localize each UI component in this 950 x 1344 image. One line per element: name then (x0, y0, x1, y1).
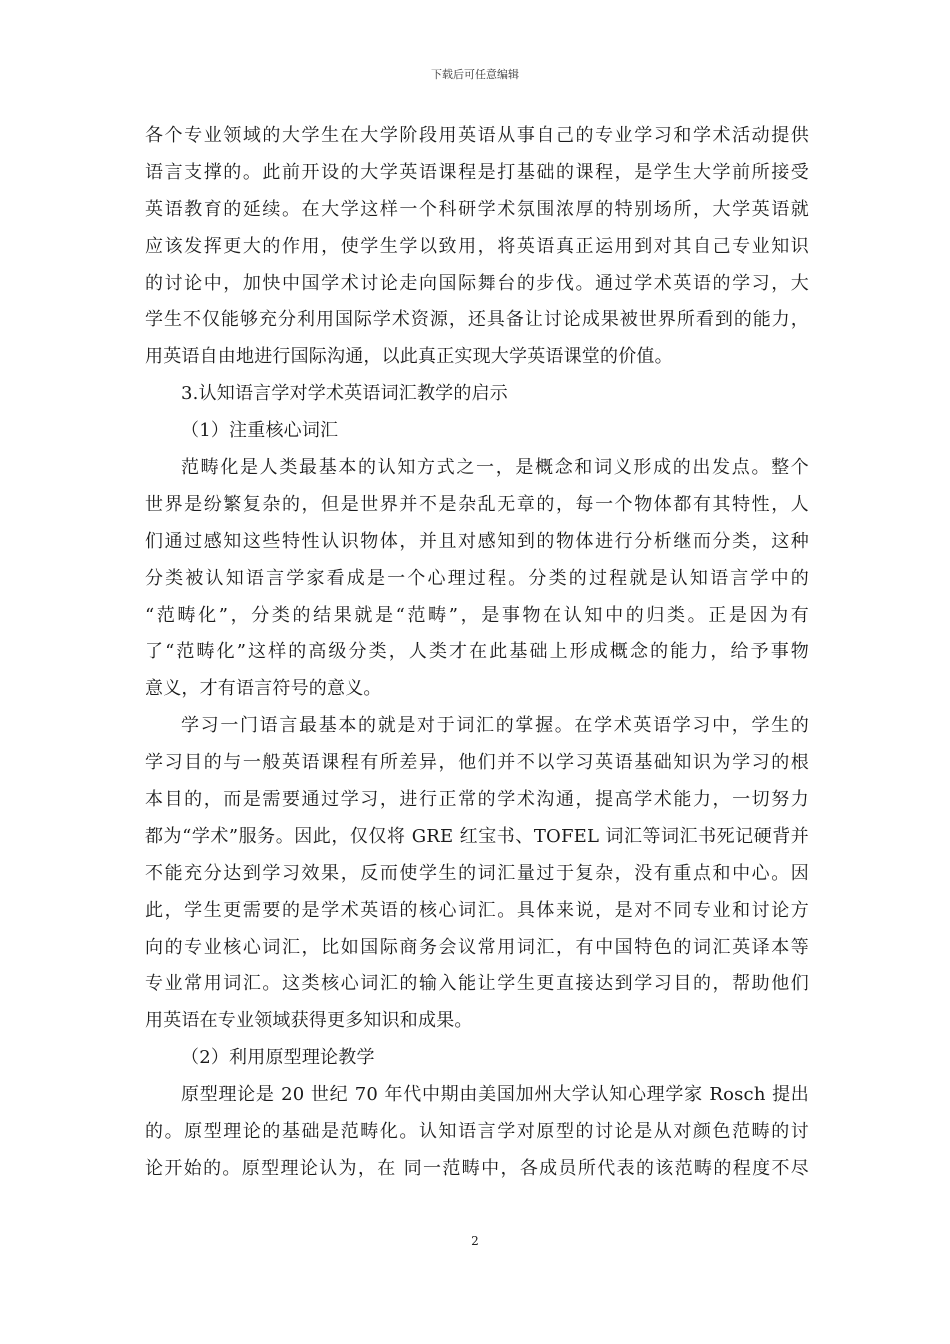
paragraph-line: 的。原型理论的基础是范畴化。认知语言学对原型的讨论是从对颜色范畴的讨 (145, 1121, 809, 1143)
document-body (145, 126, 809, 1196)
paragraph-line: 都为“学术”服务。因此，仅仅将 GRE 红宝书、TOFEL 词汇等词汇书死记硬背并 (145, 825, 809, 847)
paragraph-line: 原型理论是 20 世纪 70 年代中期由美国加州大学认知心理学家 Rosch 提出 (181, 1084, 809, 1106)
paragraph-line: 论开始的。原型理论认为，在 同一范畴中，各成员所代表的该范畴的程度不尽 (145, 1157, 809, 1179)
paragraph-line: 分类被认知语言学家看成是一个心理过程。分类的过程就是认知语言学中的 (145, 567, 809, 589)
paragraph-line: 用英语自由地进行国际沟通，以此真正实现大学英语课堂的价值。 (145, 346, 673, 368)
paragraph-line: 学生不仅能够充分利用国际学术资源，还具备让讨论成果被世界所看到的能力， (145, 309, 809, 331)
paragraph-line: 学习一门语言最基本的就是对于词汇的掌握。在学术英语学习中，学生的 (181, 715, 809, 737)
paragraph-line: 向的专业核心词汇，比如国际商务会议常用词汇，有中国特色的词汇英译本等 (145, 936, 809, 958)
paragraph-line: 学习目的与一般英语课程有所差异，他们并不以学习英语基础知识为学习的根 (145, 752, 809, 774)
page-header: 下载后可任意编辑 (431, 68, 519, 81)
paragraph-line: 世界是纷繁复杂的，但是世界并不是杂乱无章的，每一个物体都有其特性，人 (145, 493, 809, 515)
paragraph-line: 不能充分达到学习效果，反而使学生的词汇量过于复杂，没有重点和中心。因 (145, 862, 809, 884)
paragraph-line: 的讨论中，加快中国学术讨论走向国际舞台的步伐。通过学术英语的学习，大 (145, 272, 809, 294)
paragraph-line: 各个专业领域的大学生在大学阶段用英语从事自己的专业学习和学术活动提供 (145, 125, 809, 146)
paragraph-line: 范畴化是人类最基本的认知方式之一，是概念和词义形成的出发点。整个 (181, 457, 809, 479)
paragraph-line: 此，学生更需要的是学术英语的核心词汇。具体来说，是对不同专业和讨论方 (145, 899, 809, 921)
subsection-heading: （1）注重核心词汇 (181, 420, 339, 442)
section-heading: 3.认知语言学对学术英语词汇教学的启示 (181, 383, 508, 405)
paragraph-line: 们通过感知这些特性认识物体，并且对感知到的物体进行分析继而分类，这种 (145, 530, 809, 552)
subsection-heading: （2）利用原型理论教学 (181, 1047, 375, 1069)
paragraph-line: 语言支撑的。此前开设的大学英语课程是打基础的课程，是学生大学前所接受 (145, 161, 809, 183)
paragraph-line: 本目的，而是需要通过学习，进行正常的学术沟通，提高学术能力，一切努力 (145, 789, 809, 811)
paragraph-line: 用英语在专业领域获得更多知识和成果。 (145, 1010, 473, 1032)
paragraph-line: 了“范畴化”这样的高级分类，人类才在此基础上形成概念的能力，给予事物 (145, 641, 809, 663)
page-number: 2 (471, 1234, 479, 1248)
paragraph-line: 专业常用词汇。这类核心词汇的输入能让学生更直接达到学习目的，帮助他们 (145, 973, 809, 995)
paragraph-line: 应该发挥更大的作用，使学生学以致用，将英语真正运用到对其自己专业知识 (145, 235, 809, 257)
paragraph-line: 意义，才有语言符号的意义。 (145, 678, 382, 700)
paragraph-line: “范畴化”，分类的结果就是“范畴”，是事物在认知中的归类。正是因为有 (145, 604, 809, 626)
paragraph-line: 英语教育的延续。在大学这样一个科研学术氛围浓厚的特别场所，大学英语就 (145, 198, 809, 220)
